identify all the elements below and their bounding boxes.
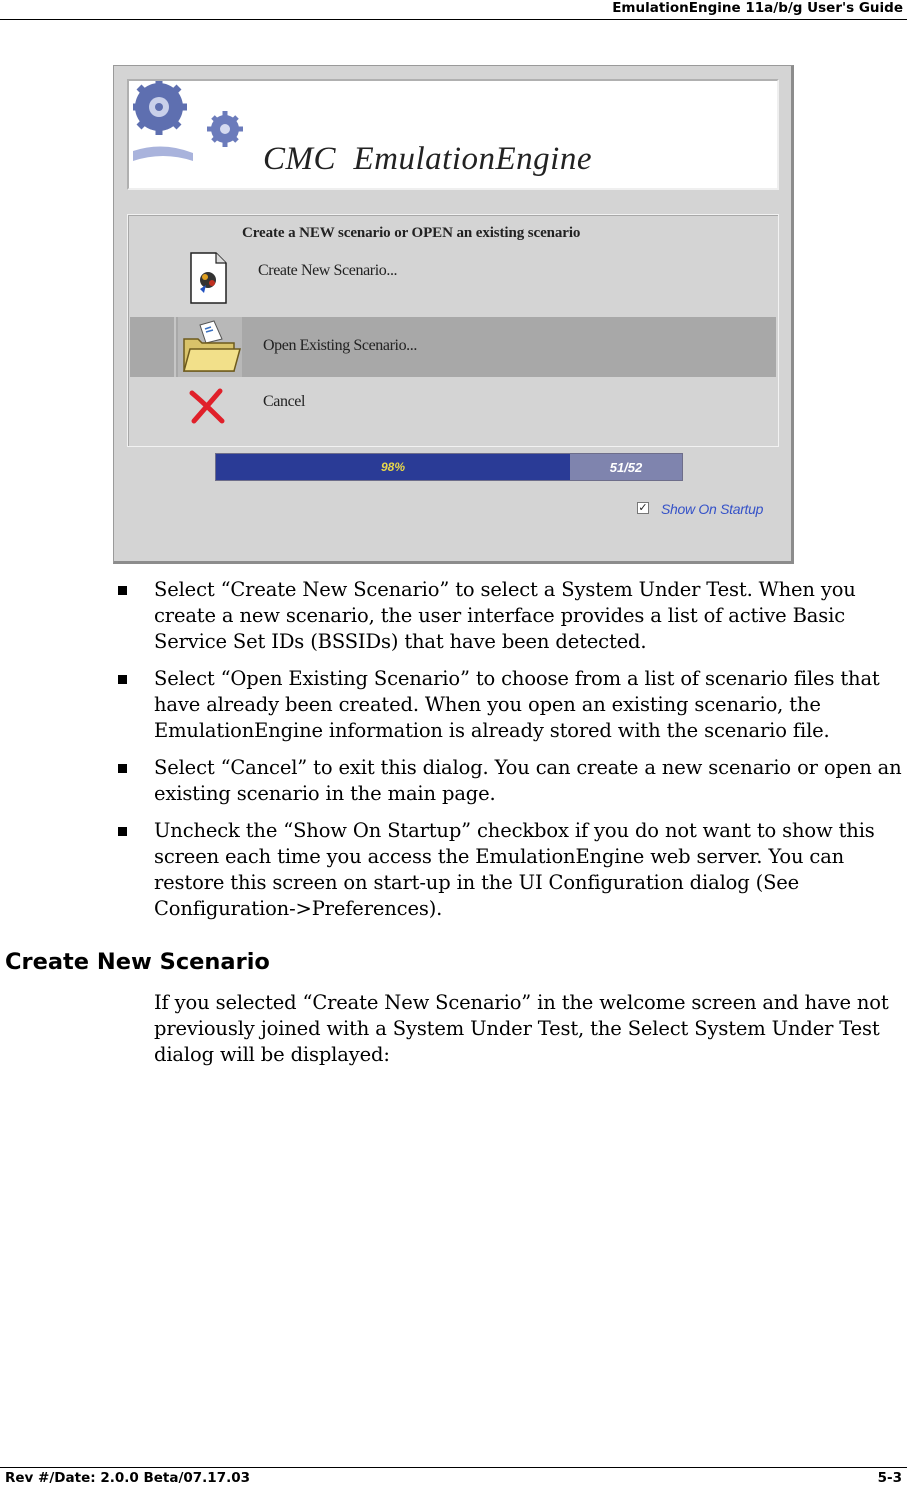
cancel-option[interactable] (130, 377, 776, 437)
list-item (0, 755, 907, 807)
list-item (0, 577, 907, 655)
open-existing-scenario-option[interactable] (130, 317, 776, 377)
bullet-square-icon (118, 827, 127, 836)
new-document-icon (178, 247, 242, 307)
bullet-square-icon (118, 764, 127, 773)
bullet-text: Select “Create New Scenario” to select a System Under Test. When you create a new scenario, the user interface provides a list of active Basic Service Set IDs (BSSIDs) that have been detected. (154, 578, 856, 653)
red-x-icon (178, 377, 242, 437)
section-heading: Create New Scenario (5, 949, 270, 975)
scenario-options-panel (127, 214, 779, 447)
show-on-startup-checkbox[interactable]: ✓ (638, 502, 648, 514)
brand-title: CMC EmulationEngine (263, 141, 592, 177)
progress-count: 51/52 (609, 460, 643, 475)
list-item (0, 818, 907, 922)
panel-prompt: Create a NEW scenario or OPEN an existing scenario (242, 225, 581, 241)
progress-percent: 98% (380, 460, 406, 474)
open-folder-icon (178, 317, 242, 377)
loading-progress-bar (215, 453, 683, 481)
bullet-text: Select “Cancel” to exit this dialog. You can create a new scenario or open an existing scenario in the main page. (154, 756, 902, 805)
page-number: 5-3 (877, 1470, 902, 1486)
create-new-scenario-label: Create New Scenario... (258, 262, 398, 279)
section-paragraph: If you selected “Create New Scenario” in the welcome screen and have not previously joined with a System Under Test, the Select System Under Test dialog will be displayed: (154, 991, 889, 1066)
cancel-label: Cancel (263, 393, 306, 410)
welcome-dialog-screenshot (113, 65, 794, 564)
open-existing-scenario-label: Open Existing Scenario... (263, 337, 417, 354)
create-new-scenario-option[interactable] (130, 247, 776, 307)
selection-edge (174, 317, 176, 377)
page-header: EmulationEngine 11a/b/g User's Guide (612, 0, 903, 16)
show-on-startup-label[interactable]: Show On Startup (661, 501, 764, 517)
bullet-square-icon (118, 586, 127, 595)
bullet-text: Uncheck the “Show On Startup” checkbox if you do not want to show this screen each time you access the EmulationEngine web server. You can restore this screen on start-up in the UI Configuration dialog (See Configuration->Preferences). (154, 819, 875, 920)
bullet-text: Select “Open Existing Scenario” to choose from a list of scenario files that have already been created. When you open an existing scenario, the EmulationEngine information is already stored with the scenario file. (154, 667, 880, 742)
gears-logo-icon (133, 81, 258, 186)
list-item (0, 666, 907, 744)
footer-revision: Rev #/Date: 2.0.0 Beta/07.17.03 (5, 1470, 251, 1486)
page-footer (5, 1470, 902, 1488)
option-descriptions (0, 577, 907, 933)
bullet-square-icon (118, 675, 127, 684)
footer-rule (0, 1467, 907, 1468)
header-rule (0, 19, 907, 20)
brand-banner (127, 79, 779, 190)
